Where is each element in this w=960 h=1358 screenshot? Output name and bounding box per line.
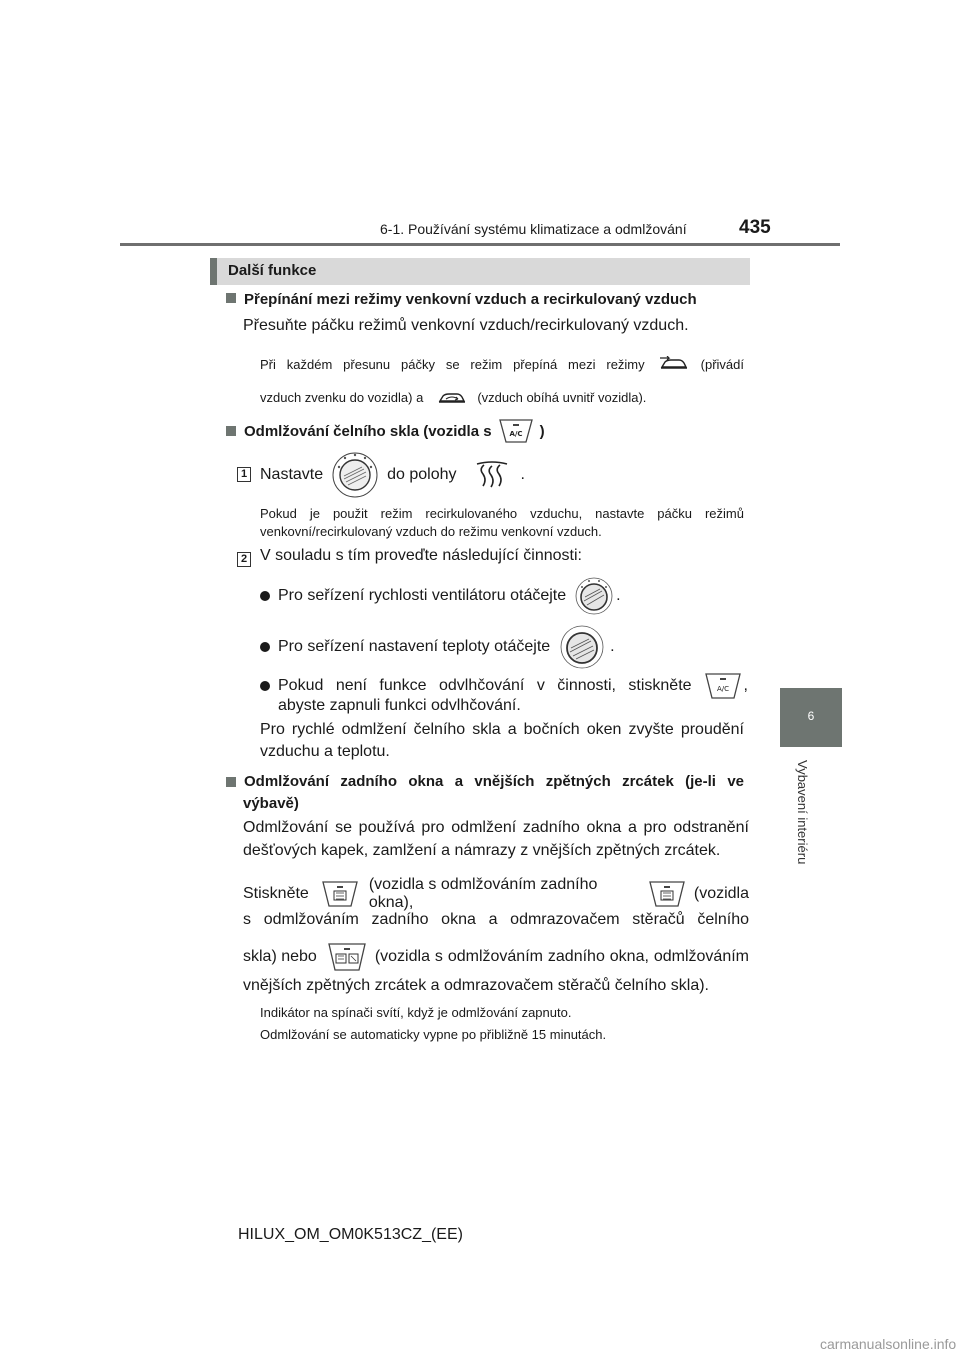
bullet-marker — [260, 681, 270, 691]
banner-title: Další funkce — [228, 262, 317, 279]
square-marker — [226, 426, 236, 436]
rear-defog-p3: Stiskněte (vozidla s odmlžováním zadního okna), (vozidla — [243, 876, 749, 911]
temperature-dial-icon — [560, 625, 604, 669]
fan-speed-dial-icon — [574, 577, 614, 615]
rear-defog-p5: skla) nebo (vozidla s odmlžováním zadního okna, odmlžováním — [243, 942, 749, 972]
bullet-fan-speed: Pro seřízení rychlosti ventilátoru otáčejte . — [260, 577, 621, 615]
tip-line2: vzduchu a teplotu. — [260, 743, 390, 760]
square-marker — [226, 777, 236, 787]
bullet-marker — [260, 591, 270, 601]
rear-defogger-button-icon — [327, 942, 367, 972]
rear-defog-p1: Odmlžování se používá pro odmlžení zadního okna a pro odstranění — [243, 819, 749, 836]
ac-button-icon — [704, 672, 742, 700]
ac-button-icon — [498, 418, 534, 444]
step-1-note-line2: venkovní/recirkulovaný vzduch do režimu venkovní vzduch. — [260, 524, 602, 539]
bullet-temperature: Pro seřízení nastavení teploty otáčejte . — [260, 625, 615, 669]
header-rule — [120, 243, 840, 246]
svg-text:A/C: A/C — [716, 685, 729, 693]
bullet-marker — [260, 642, 270, 652]
air-modes-note-line2: vzduch zvenku do vozidla) a (vzduch obíhá uvnitř vozidla). — [260, 389, 647, 405]
tip-line1: Pro rychlé odmlžení čelního skla a bočních oken zvyšte proudění — [260, 721, 744, 738]
page-number: 435 — [739, 217, 771, 238]
chapter-tab: 6 — [780, 688, 842, 747]
heading-windshield-defog: Odmlžování čelního skla (vozidla s A/C ) — [226, 418, 545, 444]
rear-defog-note-1: Indikátor na spínači svítí, když je odmlžování zapnuto. — [260, 1005, 572, 1020]
step-1-note-line1: Pokud je použit režim recirkulovaného vzduchu, nastavte páčku režimů — [260, 506, 744, 521]
mode-dial-icon — [331, 452, 379, 498]
chapter-side-label: Vybavení interiéru — [795, 760, 810, 865]
fresh-air-icon — [659, 356, 689, 372]
recirculation-icon — [437, 389, 467, 405]
heading-air-modes: Přepínání mezi režimy venkovní vzduch a recirkulovaný vzduch — [226, 291, 697, 308]
bullet-dehumidify-cont: abyste zapnuli funkci odvlhčování. — [278, 697, 521, 714]
step-2-text: V souladu s tím proveďte následující činnosti: — [260, 547, 582, 564]
rear-defogger-button-icon — [321, 880, 359, 908]
bullet-dehumidify: Pokud není funkce odvlhčování v činnosti, stiskněte A/C , — [260, 672, 748, 700]
document-code: HILUX_OM_OM0K513CZ_(EE) — [238, 1226, 463, 1243]
rear-defog-p4: s odmlžováním zadního okna a odmrazovačem stěračů čelního — [243, 911, 749, 928]
air-modes-body: Přesuňte páčku režimů venkovní vzduch/recirkulovaný vzduch. — [243, 317, 689, 334]
windshield-defrost-icon — [475, 460, 509, 490]
watermark: carmanualsonline.info — [820, 1336, 957, 1352]
heading-rear-defog: Odmlžování zadního okna a vnějších zpětných zrcátek (je-li ve — [226, 773, 744, 790]
section-banner — [210, 258, 750, 285]
rear-defog-p6: vnějších zpětných zrcátek a odmrazovačem stěračů čelního skla). — [243, 977, 709, 994]
heading-rear-defog-cont: výbavě) — [243, 795, 299, 812]
rear-defog-note-2: Odmlžování se automaticky vypne po přibližně 15 minutách. — [260, 1027, 607, 1042]
step-number-2: 2 — [237, 552, 251, 567]
rear-defog-p2: dešťových kapek, zamlžení a námrazy z vnějších zpětných zrcátek. — [243, 842, 721, 859]
section-header: 6-1. Používání systému klimatizace a odmlžování — [380, 221, 687, 237]
air-modes-note-line1: Při každém přesunu páčky se režim přepíná mezi režimy (přivádí — [260, 356, 744, 372]
step-1-text: Nastavte do polohy . — [260, 452, 525, 498]
square-marker — [226, 293, 236, 303]
step-number-1: 1 — [237, 467, 251, 482]
svg-text:A/C: A/C — [509, 430, 523, 438]
rear-defogger-button-icon — [648, 880, 686, 908]
